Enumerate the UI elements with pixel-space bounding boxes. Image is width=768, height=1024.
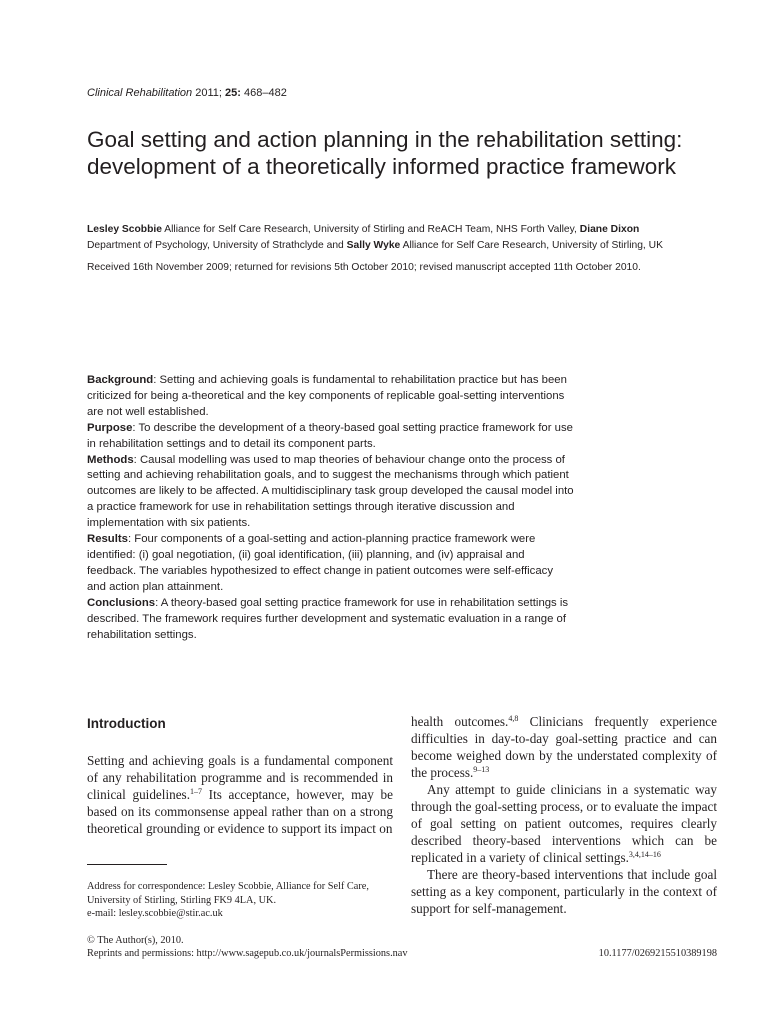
received-dates: Received 16th November 2009; returned for revisions 5th October 2010; revised manuscript accepted 11th October 2010. bbox=[87, 262, 641, 273]
abstract-background: Background: Setting and achieving goals is fundamental to rehabilitation practice but has been criticized for being a-theoretical and the key components of replicable goal-setting interventions are not well established. bbox=[87, 374, 567, 418]
journal-name: Clinical Rehabilitation bbox=[87, 87, 193, 99]
abstract-label: Conclusions bbox=[87, 596, 156, 609]
body-column-right bbox=[411, 713, 717, 917]
journal-citation bbox=[87, 87, 287, 99]
permissions-notice: Reprints and permissions: http://www.sagepub.co.uk/journalsPermissions.nav bbox=[87, 948, 408, 959]
author-name: Diane Dixon bbox=[579, 224, 640, 235]
journal-year: 2011; bbox=[195, 87, 222, 99]
abstract-conclusions: Conclusions: A theory-based goal setting practice framework for use in rehabilitation settings is described. The framework requires further development and systematic evaluation in a range of rehabilitation settings. bbox=[87, 596, 569, 641]
citation-ref: 9–13 bbox=[473, 765, 490, 774]
author-affiliation: Alliance for Self Care Research, University of Stirling, UK bbox=[402, 240, 663, 251]
citation-ref: 1–7 bbox=[190, 787, 202, 796]
doi: 10.1177/0269215510389198 bbox=[598, 948, 717, 959]
section-heading-introduction: Introduction bbox=[87, 716, 166, 731]
abstract-purpose: Purpose: To describe the development of a theory-based goal setting practice framework for use in rehabilitation settings and to detail its component parts. bbox=[87, 421, 573, 450]
body-paragraph: health outcomes.$^{4,8}$ Clinicians frequently experience difficulties in day-to-day goal-setting practice and can become weighed down by the understated complexity of the process.$^{9-13}$ bbox=[411, 714, 717, 780]
body-paragraph: Setting and achieving goals is a fundamental component of any rehabilitation programme and is recommended in clinical guidelines.$^{1-7}$ Its acceptance, however, may be based on its commonsense appeal rather than on a strong theoretical grounding or evidence to support its impact on bbox=[87, 753, 394, 836]
abstract-label: Results bbox=[87, 533, 128, 546]
author-affiliation: Department of Psychology, University of Strathclyde and bbox=[87, 240, 344, 251]
abstract-label: Methods bbox=[87, 453, 134, 466]
correspondence-address: Address for correspondence: Lesley Scobbie, Alliance for Self Care, University of Stirling, Stirling FK9 4LA, UK. bbox=[87, 881, 369, 906]
abstract-label: Background bbox=[87, 374, 154, 386]
author-name: Sally Wyke bbox=[346, 240, 401, 251]
author-list bbox=[87, 222, 747, 254]
journal-pages: 468–482 bbox=[243, 87, 287, 99]
body-paragraph: There are theory-based interventions that include goal setting as a key component, particularly in the context of support for self-management. bbox=[411, 867, 717, 916]
body-paragraph: Any attempt to guide clinicians in a systematic way through the goal-setting process, or to evaluate the impact of goal setting on patient outcomes, requires clearly described theory-based interventions which can be replicated in a variety of clinical settings.$^{3,4,14-16}$ bbox=[411, 782, 717, 865]
copyright-notice: © The Author(s), 2010. bbox=[87, 935, 184, 946]
abstract-label: Purpose bbox=[87, 421, 133, 434]
body-column-left bbox=[87, 752, 393, 837]
correspondence-footnote bbox=[87, 880, 393, 921]
correspondence-email: e-mail: lesley.scobbie@stir.ac.uk bbox=[87, 908, 223, 919]
abstract bbox=[87, 373, 575, 643]
article-title: Goal setting and action planning in the rehabilitation setting: development of a theoretically informed practice framework bbox=[87, 127, 683, 179]
author-affiliation: Alliance for Self Care Research, University of Stirling and ReACH Team, NHS Forth Valley, bbox=[164, 224, 577, 235]
citation-ref: 3,4,14–16 bbox=[628, 850, 661, 859]
abstract-methods: Methods: Causal modelling was used to map theories of behaviour change onto the process of setting and achieving rehabilitation goals, and to suggest the mechanisms through which patient outcomes are likely to be affected. A multidisciplinary task group developed the causal model into a practice framework for use in rehabilitation settings through iterative discussion and implementation with six patients. bbox=[87, 453, 574, 530]
abstract-results: Results: Four components of a goal-setting and action-planning practice framework were identified: (i) goal negotiation, (ii) goal identification, (iii) planning, and (iv) appraisal and feedback. The variables hypothesized to effect change in patient outcomes were self-efficacy and action plan attainment. bbox=[87, 533, 554, 593]
footnote-divider bbox=[87, 864, 167, 865]
citation-ref: 4,8 bbox=[508, 714, 519, 723]
author-name: Lesley Scobbie bbox=[87, 224, 162, 235]
journal-volume: 25: bbox=[225, 87, 241, 99]
